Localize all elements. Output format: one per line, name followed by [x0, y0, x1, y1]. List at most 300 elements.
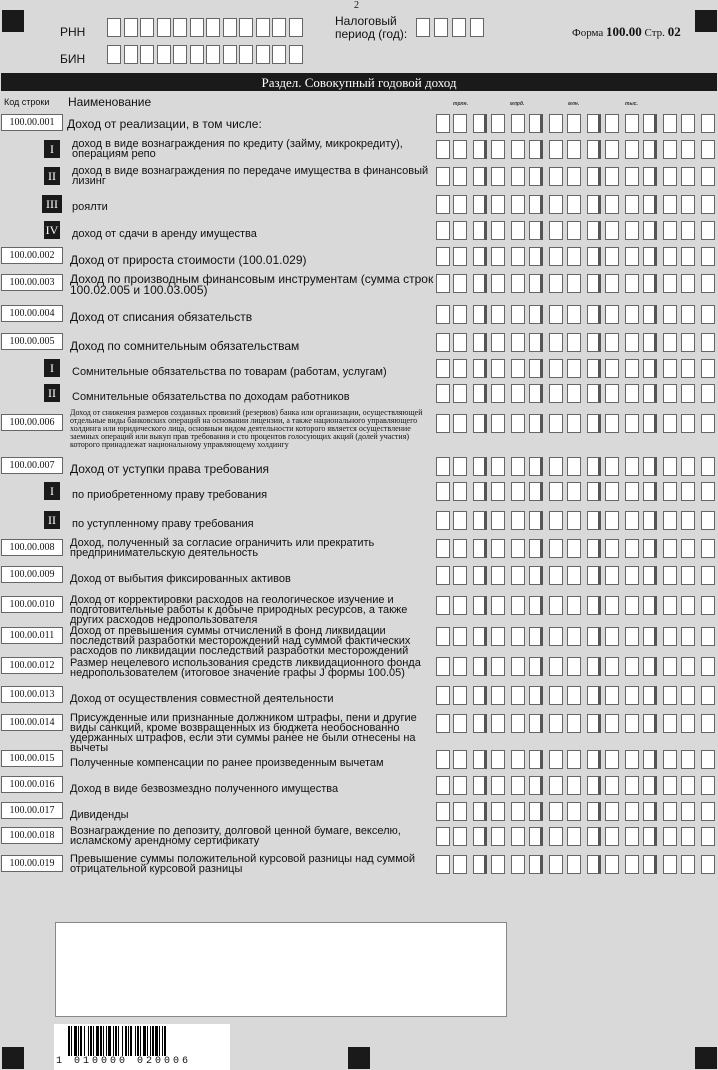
amount-digit-cell[interactable]	[473, 114, 487, 133]
amount-digit-cell[interactable]	[681, 359, 695, 378]
amount-digit-cell[interactable]	[511, 414, 525, 433]
amount-digit-cell[interactable]	[681, 333, 695, 352]
amount-digit-cell[interactable]	[701, 657, 715, 676]
amount-digit-cell[interactable]	[473, 802, 487, 821]
amount-digit-cell[interactable]	[701, 247, 715, 266]
amount-digit-cell[interactable]	[681, 750, 695, 769]
amount-digit-cell[interactable]	[436, 566, 450, 585]
amount-digit-cell[interactable]	[436, 482, 450, 501]
amount-digit-cell[interactable]	[643, 750, 657, 769]
amount-digit-cell[interactable]	[436, 776, 450, 795]
amount-digit-cell[interactable]	[473, 827, 487, 846]
amount-digit-cell[interactable]	[625, 511, 639, 530]
amount-digit-cell[interactable]	[625, 750, 639, 769]
amount-digit-cell[interactable]	[529, 539, 543, 558]
amount-digit-cell[interactable]	[549, 457, 563, 476]
amount-digit-cell[interactable]	[567, 333, 581, 352]
amount-digit-cell[interactable]	[567, 221, 581, 240]
amount-digit-cell[interactable]	[605, 140, 619, 159]
amount-digit-cell[interactable]	[605, 511, 619, 530]
amount-digit-cell[interactable]	[549, 596, 563, 615]
amount-digit-cell[interactable]	[643, 802, 657, 821]
amount-digit-cell[interactable]	[605, 596, 619, 615]
amount-digit-cell[interactable]	[605, 855, 619, 874]
amount-digit-cell[interactable]	[681, 384, 695, 403]
amount-digit-cell[interactable]	[529, 714, 543, 733]
amount-digit-cell[interactable]	[587, 714, 601, 733]
amount-digit-cell[interactable]	[436, 855, 450, 874]
amount-digit-cell[interactable]	[549, 686, 563, 705]
amount-digit-cell[interactable]	[567, 539, 581, 558]
amount-digit-cell[interactable]	[605, 114, 619, 133]
amount-digit-cell[interactable]	[567, 657, 581, 676]
amount-digit-cell[interactable]	[549, 627, 563, 646]
rnn-digit-cell[interactable]	[157, 18, 171, 37]
amount-digit-cell[interactable]	[605, 750, 619, 769]
amount-digit-cell[interactable]	[549, 195, 563, 214]
amount-digit-cell[interactable]	[605, 305, 619, 324]
amount-digit-cell[interactable]	[587, 511, 601, 530]
bin-digit-cell[interactable]	[223, 45, 237, 64]
amount-digit-cell[interactable]	[567, 566, 581, 585]
amount-digit-cell[interactable]	[587, 657, 601, 676]
amount-digit-cell[interactable]	[567, 305, 581, 324]
amount-digit-cell[interactable]	[701, 359, 715, 378]
amount-digit-cell[interactable]	[491, 714, 505, 733]
amount-digit-cell[interactable]	[491, 114, 505, 133]
amount-digit-cell[interactable]	[549, 247, 563, 266]
period-digit-cell[interactable]	[470, 18, 484, 37]
amount-digit-cell[interactable]	[701, 221, 715, 240]
bin-digit-cell[interactable]	[289, 45, 303, 64]
amount-digit-cell[interactable]	[491, 195, 505, 214]
amount-digit-cell[interactable]	[681, 114, 695, 133]
amount-digit-cell[interactable]	[587, 195, 601, 214]
amount-digit-cell[interactable]	[529, 359, 543, 378]
amount-digit-cell[interactable]	[549, 414, 563, 433]
amount-digit-cell[interactable]	[453, 511, 467, 530]
amount-digit-cell[interactable]	[453, 539, 467, 558]
amount-digit-cell[interactable]	[511, 827, 525, 846]
amount-digit-cell[interactable]	[681, 855, 695, 874]
amount-digit-cell[interactable]	[587, 827, 601, 846]
amount-digit-cell[interactable]	[453, 114, 467, 133]
amount-digit-cell[interactable]	[436, 511, 450, 530]
amount-digit-cell[interactable]	[453, 140, 467, 159]
amount-digit-cell[interactable]	[643, 114, 657, 133]
amount-digit-cell[interactable]	[701, 627, 715, 646]
amount-digit-cell[interactable]	[681, 827, 695, 846]
amount-digit-cell[interactable]	[436, 457, 450, 476]
amount-digit-cell[interactable]	[587, 140, 601, 159]
amount-digit-cell[interactable]	[701, 384, 715, 403]
amount-digit-cell[interactable]	[587, 333, 601, 352]
amount-digit-cell[interactable]	[436, 686, 450, 705]
amount-digit-cell[interactable]	[701, 457, 715, 476]
amount-digit-cell[interactable]	[567, 714, 581, 733]
amount-digit-cell[interactable]	[587, 114, 601, 133]
amount-digit-cell[interactable]	[511, 457, 525, 476]
rnn-digit-cell[interactable]	[173, 18, 187, 37]
amount-digit-cell[interactable]	[549, 750, 563, 769]
amount-digit-cell[interactable]	[436, 539, 450, 558]
rnn-digit-cell[interactable]	[272, 18, 286, 37]
amount-digit-cell[interactable]	[587, 247, 601, 266]
amount-digit-cell[interactable]	[529, 140, 543, 159]
amount-digit-cell[interactable]	[473, 566, 487, 585]
amount-digit-cell[interactable]	[681, 482, 695, 501]
amount-digit-cell[interactable]	[511, 167, 525, 186]
amount-digit-cell[interactable]	[473, 627, 487, 646]
amount-digit-cell[interactable]	[511, 566, 525, 585]
amount-digit-cell[interactable]	[701, 776, 715, 795]
amount-digit-cell[interactable]	[567, 457, 581, 476]
amount-digit-cell[interactable]	[473, 274, 487, 293]
amount-digit-cell[interactable]	[701, 686, 715, 705]
amount-digit-cell[interactable]	[625, 802, 639, 821]
amount-digit-cell[interactable]	[587, 482, 601, 501]
amount-digit-cell[interactable]	[473, 167, 487, 186]
amount-digit-cell[interactable]	[625, 414, 639, 433]
amount-digit-cell[interactable]	[605, 539, 619, 558]
amount-digit-cell[interactable]	[643, 539, 657, 558]
amount-digit-cell[interactable]	[453, 333, 467, 352]
amount-digit-cell[interactable]	[663, 333, 677, 352]
amount-digit-cell[interactable]	[625, 274, 639, 293]
amount-digit-cell[interactable]	[453, 482, 467, 501]
amount-digit-cell[interactable]	[625, 482, 639, 501]
amount-digit-cell[interactable]	[453, 802, 467, 821]
amount-digit-cell[interactable]	[701, 195, 715, 214]
amount-digit-cell[interactable]	[473, 221, 487, 240]
period-digit-cell[interactable]	[416, 18, 430, 37]
amount-digit-cell[interactable]	[643, 596, 657, 615]
amount-digit-cell[interactable]	[549, 802, 563, 821]
amount-digit-cell[interactable]	[453, 686, 467, 705]
bin-digit-cell[interactable]	[272, 45, 286, 64]
amount-digit-cell[interactable]	[549, 482, 563, 501]
amount-digit-cell[interactable]	[587, 802, 601, 821]
amount-digit-cell[interactable]	[605, 247, 619, 266]
amount-digit-cell[interactable]	[625, 776, 639, 795]
amount-digit-cell[interactable]	[643, 274, 657, 293]
amount-digit-cell[interactable]	[625, 195, 639, 214]
amount-digit-cell[interactable]	[643, 627, 657, 646]
amount-digit-cell[interactable]	[511, 195, 525, 214]
rnn-digit-cell[interactable]	[206, 18, 220, 37]
amount-digit-cell[interactable]	[453, 827, 467, 846]
amount-digit-cell[interactable]	[681, 657, 695, 676]
amount-digit-cell[interactable]	[681, 274, 695, 293]
amount-digit-cell[interactable]	[625, 566, 639, 585]
amount-digit-cell[interactable]	[549, 855, 563, 874]
amount-digit-cell[interactable]	[473, 305, 487, 324]
amount-digit-cell[interactable]	[453, 714, 467, 733]
amount-digit-cell[interactable]	[625, 686, 639, 705]
amount-digit-cell[interactable]	[663, 566, 677, 585]
amount-digit-cell[interactable]	[567, 627, 581, 646]
amount-digit-cell[interactable]	[605, 627, 619, 646]
amount-digit-cell[interactable]	[491, 457, 505, 476]
amount-digit-cell[interactable]	[701, 566, 715, 585]
amount-digit-cell[interactable]	[436, 359, 450, 378]
amount-digit-cell[interactable]	[663, 221, 677, 240]
amount-digit-cell[interactable]	[529, 221, 543, 240]
amount-digit-cell[interactable]	[587, 221, 601, 240]
amount-digit-cell[interactable]	[549, 657, 563, 676]
amount-digit-cell[interactable]	[473, 414, 487, 433]
amount-digit-cell[interactable]	[529, 167, 543, 186]
amount-digit-cell[interactable]	[453, 855, 467, 874]
period-digit-cell[interactable]	[452, 18, 466, 37]
amount-digit-cell[interactable]	[511, 657, 525, 676]
amount-digit-cell[interactable]	[701, 827, 715, 846]
bin-digit-cell[interactable]	[190, 45, 204, 64]
amount-digit-cell[interactable]	[529, 114, 543, 133]
amount-digit-cell[interactable]	[491, 221, 505, 240]
amount-digit-cell[interactable]	[605, 195, 619, 214]
amount-digit-cell[interactable]	[491, 333, 505, 352]
amount-digit-cell[interactable]	[681, 305, 695, 324]
amount-digit-cell[interactable]	[453, 274, 467, 293]
amount-digit-cell[interactable]	[549, 305, 563, 324]
amount-digit-cell[interactable]	[549, 333, 563, 352]
amount-digit-cell[interactable]	[567, 114, 581, 133]
amount-digit-cell[interactable]	[567, 827, 581, 846]
amount-digit-cell[interactable]	[473, 247, 487, 266]
amount-digit-cell[interactable]	[663, 539, 677, 558]
amount-digit-cell[interactable]	[511, 802, 525, 821]
amount-digit-cell[interactable]	[605, 221, 619, 240]
amount-digit-cell[interactable]	[511, 305, 525, 324]
amount-digit-cell[interactable]	[643, 359, 657, 378]
amount-digit-cell[interactable]	[549, 114, 563, 133]
amount-digit-cell[interactable]	[453, 750, 467, 769]
amount-digit-cell[interactable]	[625, 114, 639, 133]
amount-digit-cell[interactable]	[663, 750, 677, 769]
amount-digit-cell[interactable]	[567, 414, 581, 433]
amount-digit-cell[interactable]	[549, 384, 563, 403]
amount-digit-cell[interactable]	[491, 384, 505, 403]
rnn-digit-cell[interactable]	[256, 18, 270, 37]
amount-digit-cell[interactable]	[436, 274, 450, 293]
amount-digit-cell[interactable]	[511, 714, 525, 733]
amount-digit-cell[interactable]	[701, 414, 715, 433]
amount-digit-cell[interactable]	[529, 776, 543, 795]
amount-digit-cell[interactable]	[567, 750, 581, 769]
amount-digit-cell[interactable]	[605, 482, 619, 501]
amount-digit-cell[interactable]	[436, 167, 450, 186]
amount-digit-cell[interactable]	[643, 195, 657, 214]
amount-digit-cell[interactable]	[701, 114, 715, 133]
amount-digit-cell[interactable]	[625, 167, 639, 186]
amount-digit-cell[interactable]	[625, 359, 639, 378]
amount-digit-cell[interactable]	[453, 384, 467, 403]
amount-digit-cell[interactable]	[567, 247, 581, 266]
amount-digit-cell[interactable]	[436, 333, 450, 352]
amount-digit-cell[interactable]	[567, 686, 581, 705]
amount-digit-cell[interactable]	[491, 274, 505, 293]
amount-digit-cell[interactable]	[436, 114, 450, 133]
amount-digit-cell[interactable]	[529, 384, 543, 403]
amount-digit-cell[interactable]	[511, 274, 525, 293]
amount-digit-cell[interactable]	[473, 714, 487, 733]
amount-digit-cell[interactable]	[643, 221, 657, 240]
bin-digit-cell[interactable]	[124, 45, 138, 64]
amount-digit-cell[interactable]	[587, 457, 601, 476]
amount-digit-cell[interactable]	[473, 482, 487, 501]
amount-digit-cell[interactable]	[625, 221, 639, 240]
amount-digit-cell[interactable]	[625, 714, 639, 733]
amount-digit-cell[interactable]	[701, 596, 715, 615]
amount-digit-cell[interactable]	[587, 855, 601, 874]
amount-digit-cell[interactable]	[436, 221, 450, 240]
amount-digit-cell[interactable]	[436, 384, 450, 403]
amount-digit-cell[interactable]	[453, 414, 467, 433]
amount-digit-cell[interactable]	[681, 802, 695, 821]
amount-digit-cell[interactable]	[663, 247, 677, 266]
amount-digit-cell[interactable]	[529, 511, 543, 530]
amount-digit-cell[interactable]	[549, 140, 563, 159]
amount-digit-cell[interactable]	[663, 457, 677, 476]
amount-digit-cell[interactable]	[567, 384, 581, 403]
amount-digit-cell[interactable]	[436, 247, 450, 266]
amount-digit-cell[interactable]	[529, 827, 543, 846]
amount-digit-cell[interactable]	[529, 333, 543, 352]
amount-digit-cell[interactable]	[511, 140, 525, 159]
amount-digit-cell[interactable]	[701, 167, 715, 186]
amount-digit-cell[interactable]	[529, 274, 543, 293]
amount-digit-cell[interactable]	[605, 457, 619, 476]
amount-digit-cell[interactable]	[663, 384, 677, 403]
amount-digit-cell[interactable]	[681, 247, 695, 266]
amount-digit-cell[interactable]	[511, 247, 525, 266]
amount-digit-cell[interactable]	[625, 657, 639, 676]
amount-digit-cell[interactable]	[453, 776, 467, 795]
amount-digit-cell[interactable]	[473, 657, 487, 676]
bin-digit-cell[interactable]	[157, 45, 171, 64]
amount-digit-cell[interactable]	[473, 359, 487, 378]
amount-digit-cell[interactable]	[605, 274, 619, 293]
amount-digit-cell[interactable]	[529, 414, 543, 433]
amount-digit-cell[interactable]	[625, 140, 639, 159]
amount-digit-cell[interactable]	[681, 511, 695, 530]
amount-digit-cell[interactable]	[491, 750, 505, 769]
amount-digit-cell[interactable]	[529, 750, 543, 769]
amount-digit-cell[interactable]	[681, 195, 695, 214]
amount-digit-cell[interactable]	[491, 776, 505, 795]
amount-digit-cell[interactable]	[625, 384, 639, 403]
amount-digit-cell[interactable]	[549, 776, 563, 795]
amount-digit-cell[interactable]	[491, 855, 505, 874]
amount-digit-cell[interactable]	[701, 140, 715, 159]
amount-digit-cell[interactable]	[625, 855, 639, 874]
amount-digit-cell[interactable]	[605, 776, 619, 795]
bin-digit-cell[interactable]	[239, 45, 253, 64]
amount-digit-cell[interactable]	[625, 333, 639, 352]
amount-digit-cell[interactable]	[436, 714, 450, 733]
rnn-digit-cell[interactable]	[223, 18, 237, 37]
amount-digit-cell[interactable]	[643, 686, 657, 705]
amount-digit-cell[interactable]	[529, 457, 543, 476]
amount-digit-cell[interactable]	[511, 384, 525, 403]
amount-digit-cell[interactable]	[681, 140, 695, 159]
amount-digit-cell[interactable]	[605, 384, 619, 403]
amount-digit-cell[interactable]	[473, 457, 487, 476]
amount-digit-cell[interactable]	[491, 305, 505, 324]
amount-digit-cell[interactable]	[436, 414, 450, 433]
amount-digit-cell[interactable]	[663, 140, 677, 159]
amount-digit-cell[interactable]	[529, 686, 543, 705]
amount-digit-cell[interactable]	[491, 140, 505, 159]
amount-digit-cell[interactable]	[549, 511, 563, 530]
amount-digit-cell[interactable]	[663, 114, 677, 133]
amount-digit-cell[interactable]	[567, 511, 581, 530]
amount-digit-cell[interactable]	[663, 195, 677, 214]
amount-digit-cell[interactable]	[473, 511, 487, 530]
amount-digit-cell[interactable]	[436, 596, 450, 615]
amount-digit-cell[interactable]	[491, 627, 505, 646]
amount-digit-cell[interactable]	[491, 247, 505, 266]
amount-digit-cell[interactable]	[473, 596, 487, 615]
amount-digit-cell[interactable]	[587, 167, 601, 186]
amount-digit-cell[interactable]	[529, 596, 543, 615]
amount-digit-cell[interactable]	[511, 627, 525, 646]
amount-digit-cell[interactable]	[529, 195, 543, 214]
amount-digit-cell[interactable]	[473, 140, 487, 159]
amount-digit-cell[interactable]	[473, 539, 487, 558]
amount-digit-cell[interactable]	[663, 776, 677, 795]
amount-digit-cell[interactable]	[473, 750, 487, 769]
amount-digit-cell[interactable]	[511, 539, 525, 558]
period-digit-cell[interactable]	[434, 18, 448, 37]
amount-digit-cell[interactable]	[491, 539, 505, 558]
amount-digit-cell[interactable]	[701, 333, 715, 352]
amount-digit-cell[interactable]	[567, 776, 581, 795]
amount-digit-cell[interactable]	[605, 827, 619, 846]
amount-digit-cell[interactable]	[605, 566, 619, 585]
amount-digit-cell[interactable]	[587, 359, 601, 378]
amount-digit-cell[interactable]	[663, 359, 677, 378]
amount-digit-cell[interactable]	[436, 627, 450, 646]
amount-digit-cell[interactable]	[681, 596, 695, 615]
amount-digit-cell[interactable]	[453, 167, 467, 186]
amount-digit-cell[interactable]	[663, 657, 677, 676]
amount-digit-cell[interactable]	[605, 802, 619, 821]
amount-digit-cell[interactable]	[605, 686, 619, 705]
amount-digit-cell[interactable]	[681, 776, 695, 795]
amount-digit-cell[interactable]	[663, 482, 677, 501]
amount-digit-cell[interactable]	[701, 482, 715, 501]
amount-digit-cell[interactable]	[453, 195, 467, 214]
amount-digit-cell[interactable]	[663, 714, 677, 733]
amount-digit-cell[interactable]	[529, 566, 543, 585]
amount-digit-cell[interactable]	[453, 305, 467, 324]
amount-digit-cell[interactable]	[453, 657, 467, 676]
amount-digit-cell[interactable]	[643, 333, 657, 352]
amount-digit-cell[interactable]	[643, 776, 657, 795]
amount-digit-cell[interactable]	[643, 511, 657, 530]
amount-digit-cell[interactable]	[529, 855, 543, 874]
amount-digit-cell[interactable]	[473, 855, 487, 874]
amount-digit-cell[interactable]	[529, 247, 543, 266]
amount-digit-cell[interactable]	[587, 750, 601, 769]
rnn-digit-cell[interactable]	[239, 18, 253, 37]
amount-digit-cell[interactable]	[567, 274, 581, 293]
amount-digit-cell[interactable]	[701, 855, 715, 874]
amount-digit-cell[interactable]	[511, 482, 525, 501]
amount-digit-cell[interactable]	[701, 750, 715, 769]
